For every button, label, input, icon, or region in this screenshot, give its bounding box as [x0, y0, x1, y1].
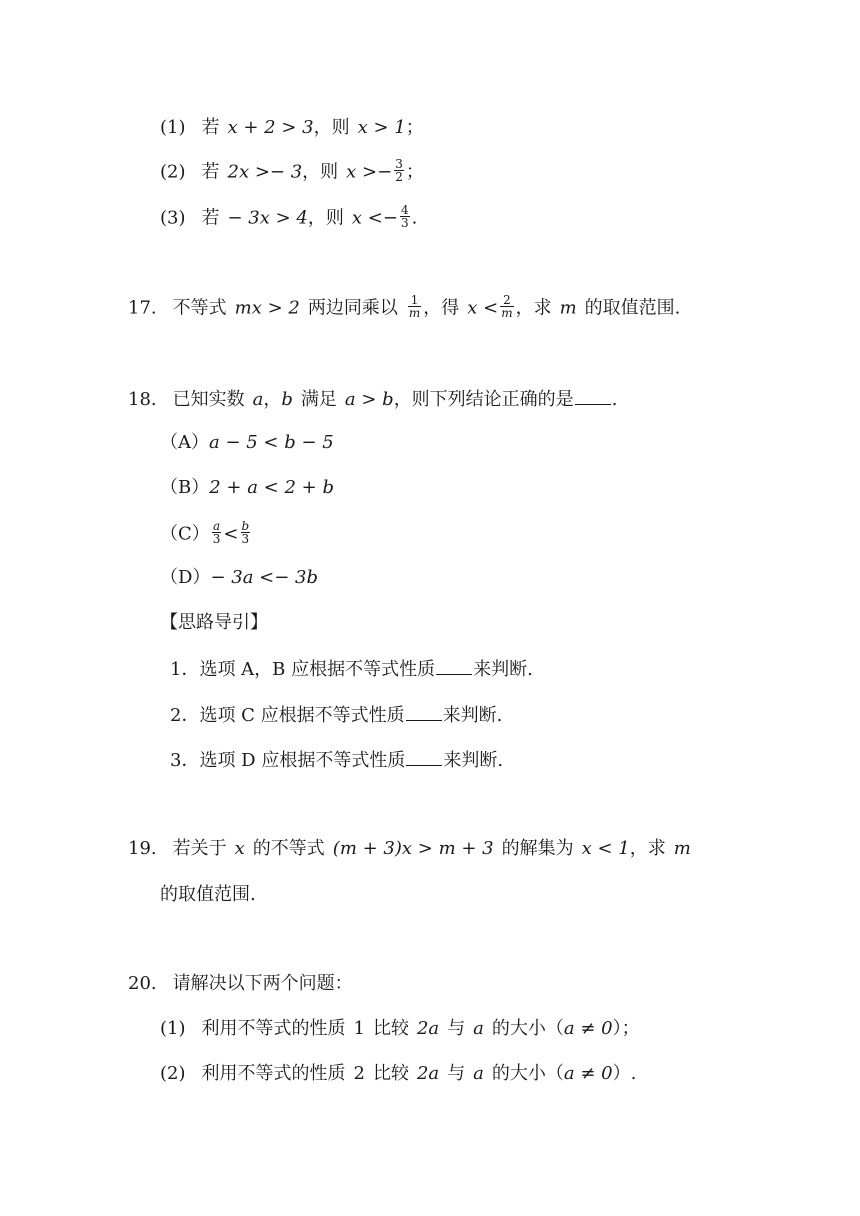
math-expression: a > b	[344, 389, 394, 410]
q16-item-1	[160, 116, 424, 140]
text: ，则	[307, 207, 344, 229]
text: 的取值范围.	[584, 297, 681, 319]
math-expression: x	[234, 838, 245, 859]
math-expression: x < 1	[581, 838, 630, 859]
option-d	[160, 566, 318, 590]
question-17	[128, 293, 681, 321]
fraction-denominator: m	[408, 306, 421, 320]
item-number: (2)	[160, 1063, 186, 1084]
option-label: （B）	[160, 477, 210, 498]
hint-title: 【思路导引】	[160, 612, 268, 633]
fraction-denominator: 3	[400, 216, 409, 230]
math-expression: a	[473, 1063, 484, 1084]
fraction-numerator: 4	[400, 203, 409, 217]
text: 的不等式	[252, 838, 325, 859]
text: 两边同乘以	[307, 297, 398, 319]
fraction	[394, 158, 404, 183]
math-expression: mx > 2	[234, 297, 300, 319]
question-number: 17.	[128, 297, 157, 319]
text: 请解决以下两个问题：	[172, 973, 353, 994]
q16-item-2	[160, 157, 424, 185]
math-expression: a ≠ 0	[563, 1018, 613, 1039]
item-number: (1)	[160, 117, 186, 138]
fraction-denominator: 3	[212, 532, 221, 546]
math-expression: 2a	[416, 1018, 440, 1039]
question-18	[128, 386, 617, 412]
fraction-numerator: b	[241, 519, 250, 533]
text: ，求	[515, 297, 552, 319]
answer-blank	[436, 656, 472, 675]
math-expression: x >−	[346, 161, 393, 183]
math-expression: a − 5 < b − 5	[209, 432, 334, 453]
fraction-numerator: a	[213, 519, 221, 533]
text: ，	[263, 389, 282, 410]
fraction-denominator: 3	[241, 532, 250, 546]
question-number: 19.	[128, 838, 157, 859]
text: 若	[201, 207, 220, 229]
fraction-numerator: 3	[395, 157, 403, 171]
math-expression: a	[473, 1018, 484, 1039]
hint-text: 3．选项 D 应根据不等式性质	[170, 750, 406, 771]
question-number: 18.	[128, 389, 157, 410]
item-number: (3)	[160, 207, 186, 229]
hint-text: 1．选项 A，B 应根据不等式性质	[170, 659, 436, 680]
fraction	[408, 294, 421, 319]
fraction-numerator: 2	[500, 294, 513, 307]
option-a	[160, 431, 334, 455]
text: .	[611, 389, 618, 410]
text: 的大小（	[491, 1018, 564, 1039]
question-number: 20.	[128, 973, 157, 994]
math-expression: (m + 3)x > m + 3	[332, 838, 494, 859]
fraction	[241, 520, 251, 545]
text: 利用不等式的性质	[201, 1063, 346, 1084]
question-19-line2: 的取值范围.	[160, 884, 256, 905]
option-label: （A）	[160, 432, 209, 453]
text: 与	[447, 1018, 466, 1039]
fraction-numerator: 1	[408, 294, 421, 307]
math-expression: x <−	[351, 207, 398, 229]
text: ）.	[612, 1063, 637, 1084]
text: .	[411, 207, 418, 229]
math-expression: − 3x > 4	[227, 207, 308, 229]
math-expression: 2	[353, 1063, 365, 1084]
text: ，则下列结论正确的是	[393, 389, 574, 410]
hint-text: 2．选项 C 应根据不等式性质	[170, 705, 405, 726]
hint-3	[170, 747, 503, 773]
text: 比较	[372, 1018, 409, 1039]
text: 的解集为	[501, 838, 574, 859]
math-expression: 2a	[416, 1063, 440, 1084]
q16-item-3	[160, 203, 418, 231]
math-expression: a	[252, 389, 264, 410]
fraction-denominator: m	[501, 306, 513, 320]
math-expression: 2 + a < 2 + b	[209, 477, 334, 498]
math-expression: m	[559, 297, 577, 319]
text: ，则	[313, 117, 350, 138]
hint-2	[170, 702, 502, 728]
text: 若	[201, 161, 220, 183]
text: ；	[405, 117, 424, 138]
fraction-denominator: 2	[395, 170, 403, 184]
option-c	[160, 519, 252, 547]
math-expression: 1	[353, 1018, 365, 1039]
text: 满足	[300, 389, 337, 410]
option-b	[160, 476, 334, 500]
q20-item-2	[160, 1062, 636, 1086]
fraction	[500, 294, 513, 319]
math-expression: x <	[467, 297, 499, 319]
text: 利用不等式的性质	[201, 1018, 346, 1039]
math-expression: − 3a <− 3b	[210, 567, 319, 588]
text: 与	[447, 1063, 466, 1084]
text: ，则	[302, 161, 339, 183]
fraction	[400, 204, 410, 229]
fraction	[212, 520, 222, 545]
q20-item-1	[160, 1017, 640, 1041]
item-number: (1)	[160, 1018, 186, 1039]
hint-1	[170, 656, 533, 682]
text: ，求	[629, 838, 666, 859]
text: 的大小（	[491, 1063, 564, 1084]
answer-blank	[406, 747, 442, 766]
question-20	[128, 972, 353, 996]
math-operator: <	[223, 523, 239, 545]
hint-text: 来判断.	[443, 750, 504, 771]
option-label: （D）	[160, 567, 211, 588]
hint-text: 来判断.	[442, 705, 503, 726]
text: ；	[405, 161, 424, 183]
answer-blank	[406, 702, 442, 721]
math-expression: x > 1	[357, 117, 406, 138]
question-19	[128, 837, 691, 861]
math-expression: m	[673, 838, 691, 859]
text: 比较	[372, 1063, 409, 1084]
math-expression: x + 2 > 3	[227, 117, 314, 138]
answer-blank	[575, 386, 611, 405]
item-number: (2)	[160, 161, 186, 183]
hint-text: 来判断.	[473, 659, 533, 680]
text: 不等式	[172, 297, 227, 319]
text: ）；	[612, 1018, 640, 1039]
text: 若	[201, 117, 220, 138]
text: ，得	[423, 297, 460, 319]
text: 已知实数	[172, 389, 245, 410]
math-expression: b	[281, 389, 293, 410]
option-label: （C）	[160, 523, 210, 545]
math-expression: 2x >− 3	[227, 161, 303, 183]
math-expression: a ≠ 0	[563, 1063, 613, 1084]
text: 若关于	[172, 838, 227, 859]
